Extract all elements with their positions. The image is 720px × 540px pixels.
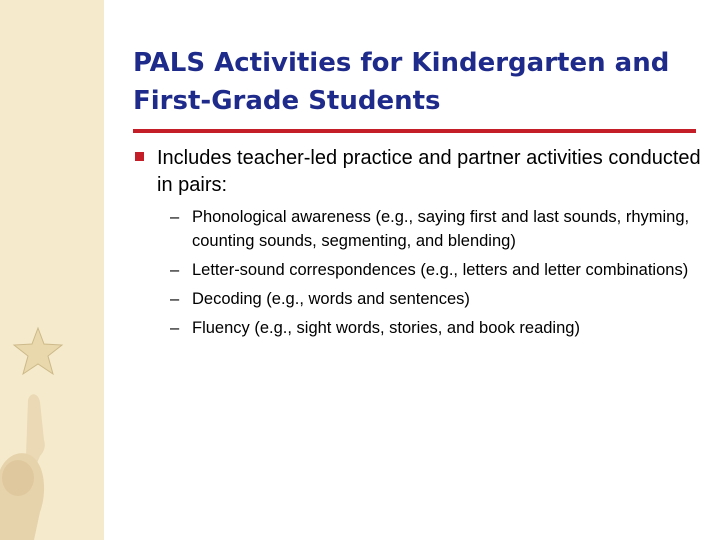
sub-bullet-item	[170, 205, 700, 253]
dash-bullet-icon: –	[170, 261, 180, 279]
sub-bullet-text: Letter-sound correspondences (e.g., letters and letter combinations)	[192, 261, 689, 279]
decorative-side-panel	[0, 0, 104, 540]
sub-bullet-text: Fluency (e.g., sight words, stories, and book reading)	[192, 319, 580, 337]
slide-title: PALS Activities for Kindergarten and First-Grade Students	[133, 48, 670, 116]
sub-bullet-item	[170, 258, 700, 282]
main-bullet-text: Includes teacher-led practice and partner activities conducted in pairs:	[157, 147, 701, 196]
sub-bullet-text: Decoding (e.g., words and sentences)	[192, 290, 470, 308]
star-and-child-illustration	[0, 0, 104, 540]
star-icon	[14, 328, 62, 374]
dash-bullet-icon: –	[170, 208, 180, 226]
sub-bullet-text: Phonological awareness (e.g., saying first and last sounds, rhyming, counting sounds, segmenting, and blending)	[192, 208, 690, 250]
child-head-silhouette	[2, 460, 34, 496]
title-divider	[133, 129, 696, 133]
sub-bullet-item	[170, 316, 700, 340]
square-bullet-icon	[135, 152, 144, 161]
dash-bullet-icon: –	[170, 290, 180, 308]
sub-bullet-item	[170, 287, 700, 311]
sub-bullet-list	[170, 205, 700, 345]
dash-bullet-icon: –	[170, 319, 180, 337]
